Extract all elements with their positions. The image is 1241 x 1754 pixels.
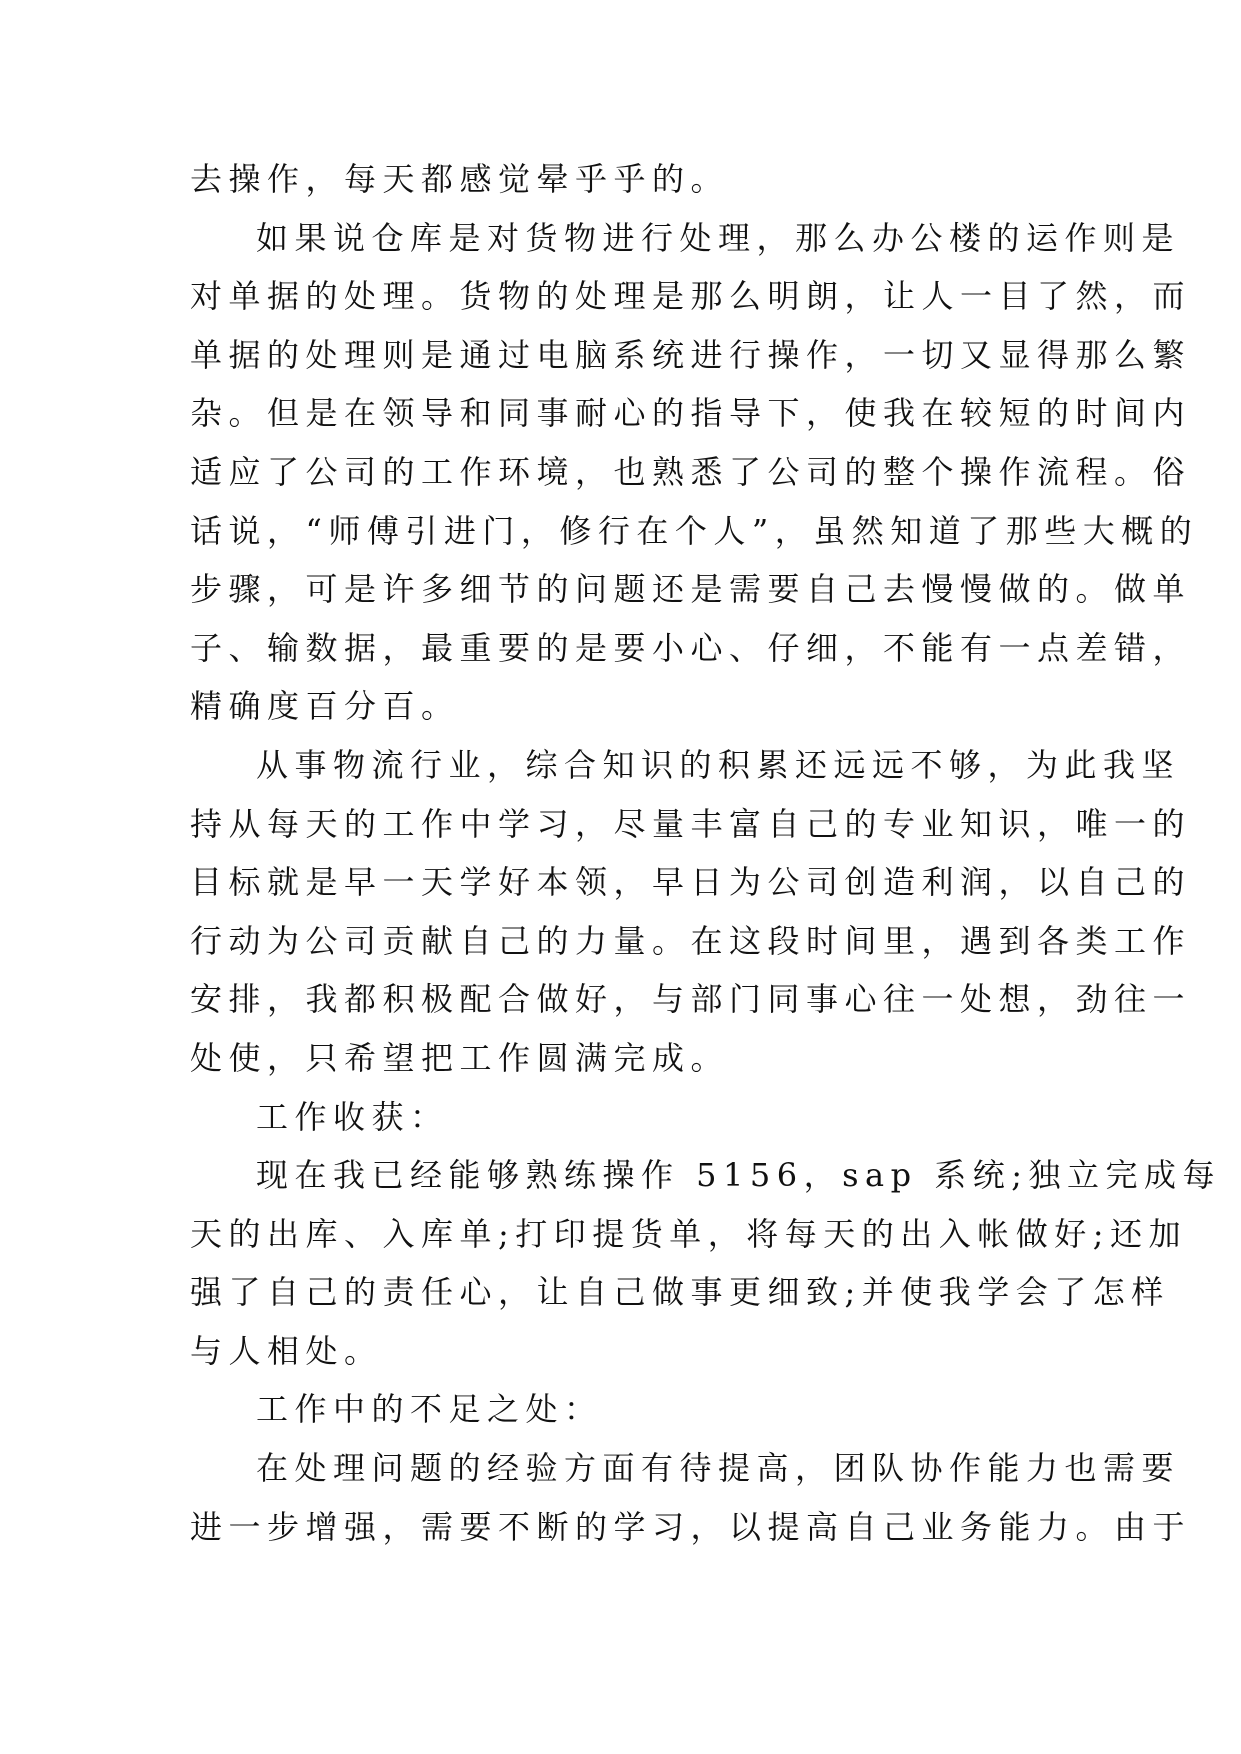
section-heading-work-gains: 工作收获： xyxy=(256,1097,449,1136)
text-line: 天的出库、入库单;打印提货单，将每天的出入帐做好;还加 xyxy=(190,1214,1188,1253)
text-line: 子、输数据，最重要的是要小心、仔细，不能有一点差错， xyxy=(190,628,1192,667)
text-line: 适应了公司的工作环境，也熟悉了公司的整个操作流程。俗 xyxy=(190,452,1192,491)
paragraph-start-line: 现在我已经能够熟练操作 5156，sap 系统;独立完成每 xyxy=(256,1156,1222,1195)
text-line: 去操作，每天都感觉晕乎乎的。 xyxy=(190,160,730,198)
text-line: 精确度百分百。 xyxy=(190,687,460,726)
text-line: 与人相处。 xyxy=(190,1331,383,1370)
text-line: 单据的处理则是通过电脑系统进行操作，一切又显得那么繁 xyxy=(190,335,1192,374)
paragraph-start-line: 在处理问题的经验方面有待提高，团队协作能力也需要 xyxy=(256,1449,1181,1488)
document-body xyxy=(190,150,1222,1556)
text-line: 进一步增强，需要不断的学习，以提高自己业务能力。由于 xyxy=(190,1507,1192,1546)
section-heading-shortcomings: 工作中的不足之处： xyxy=(256,1390,603,1429)
text-line: 杂。但是在领导和同事耐心的指导下，使我在较短的时间内 xyxy=(190,394,1192,433)
text-line: 对单据的处理。货物的处理是那么明朗，让人一目了然，而 xyxy=(190,277,1192,316)
text-line: 强了自己的责任心，让自己做事更细致;并使我学会了怎样 xyxy=(190,1273,1170,1312)
text-line: 处使，只希望把工作圆满完成。 xyxy=(190,1038,730,1077)
paragraph-start-line: 从事物流行业，综合知识的积累还远远不够，为此我坚 xyxy=(256,745,1181,784)
text-line: 安排，我都积极配合做好，与部门同事心往一处想，劲往一 xyxy=(190,980,1192,1019)
text-line: 目标就是早一天学好本领，早日为公司创造利润，以自己的 xyxy=(190,863,1192,902)
paragraph-start-line: 如果说仓库是对货物进行处理，那么办公楼的运作则是 xyxy=(256,218,1181,257)
text-line: 步骤，可是许多细节的问题还是需要自己去慢慢做的。做单 xyxy=(190,570,1192,609)
text-line: 行动为公司贡献自己的力量。在这段时间里，遇到各类工作 xyxy=(190,921,1192,960)
text-line: 持从每天的工作中学习，尽量丰富自己的专业知识，唯一的 xyxy=(190,804,1192,843)
text-line: 话说，“师傅引进门，修行在个人”，虽然知道了那些大概的 xyxy=(190,511,1199,550)
